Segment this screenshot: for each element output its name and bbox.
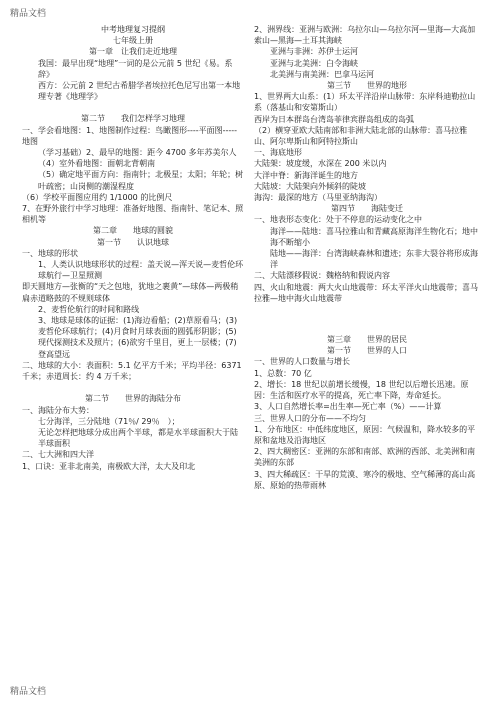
doc-title: 中考地理复习提纲 xyxy=(101,25,165,34)
text-line: 2、洲界线：亚洲与欧洲：乌拉尔山—乌拉尔河—里海—大高加索山—黑海—土耳其海峡 xyxy=(254,25,476,46)
text-line: 三、世界人口的分布——不均匀 xyxy=(254,413,366,423)
text-line: （2）横穿亚欧大陆南部和非洲大陆北部的山脉带：喜马拉雅山、阿尔卑斯山和阿特拉斯山 xyxy=(254,125,468,147)
text-line: 2、增长：18 世纪以前增长缓慢，18 世纪以后增长迅速。原因：生活和医疗水平的提高，死亡率下降，寿命延长。 xyxy=(254,379,469,401)
text-line: 无论怎样把地球分成出两个半球，都是水半球面积大于陆半球面积 xyxy=(38,427,238,449)
text-line: （5）确定地平面方向：指南针；北极星；太阳；年轮；树叶疏密；山岗侧的潮湿程度 xyxy=(38,170,244,191)
section-title: 第二节 世界的海陆分布 xyxy=(85,394,181,404)
section-title: 第三节 世界的地形 xyxy=(327,81,407,91)
chapter3-title: 第三章 世界的居民 xyxy=(327,335,407,345)
section-title: 第二节 我们怎样学习地理 xyxy=(81,114,185,124)
text-line: 3、地球是球体的证据：(1)海边看船；(2)草原看马；(3)麦哲伦环球航行；(4)月食时月球表面的圆弧形阴影；(5)现代探测技术及照片；(6)欲穷千里目，更上一层楼；(7)登高望远 xyxy=(38,316,238,359)
text-line: 海洋——陆地：喜马拉雅山和青藏高原海洋生物化石；地中海不断缩小 xyxy=(270,226,478,247)
text-line: 四、火山和地震：两大火山地震带：环太平洋火山地震带；喜马拉雅—地中海火山地震带 xyxy=(254,282,478,303)
text-line: 1、口诀：亚非北南美，南极欧大洋，太大及印北 xyxy=(22,461,196,471)
text-line: 2、四大稠密区：亚洲的东部和南部、欧洲的西部、北美洲和南美洲的东部 xyxy=(254,447,476,468)
chapter2-title: 第二章 地球的圆貌 xyxy=(93,226,173,236)
chapter1-title: 第一章 让我们走近地理 xyxy=(89,47,177,57)
text-line: 3、四大稀疏区：干旱的荒漠、寒冷的极地、空气稀薄的高山高原、原始的热带雨林 xyxy=(254,469,476,490)
section-title: 第一节 世界的人口 xyxy=(327,346,407,356)
text-line: 西方：公元前 2 世纪古希腊学者埃拉托色尼写出第一本地理专著《地理学》 xyxy=(38,81,241,102)
text-line: 2、麦哲伦航行的时间和路线 xyxy=(38,304,140,314)
text-line: 二、七大洲和四大洋 xyxy=(22,450,94,460)
text-line: 一、海底地形 xyxy=(254,148,302,158)
text-line: 1、人类认识地球形状的过程：盖天说—浑天说—麦哲伦环球航行—卫星照测 xyxy=(38,260,244,281)
text-line: 7、在野外旅行中学习地理：准备好地图、指南针、笔记本、照相机等 xyxy=(22,204,244,225)
text-line: 二、大陆漂移假说：魏格纳和假说内容 xyxy=(254,271,390,281)
text-line: 3、人口自然增长率=出生率—死亡率（%）——计算 xyxy=(254,402,442,412)
text-line: 1、总数：70 亿 xyxy=(254,368,312,378)
page-header: 精品文档 xyxy=(10,9,47,19)
text-line: （4）室外看地图：面朝北背朝南 xyxy=(38,159,156,169)
text-line: 一、地表形态变化：处于不停息的运动变化之中 xyxy=(254,215,422,225)
text-line: 一、世界的人口数量与增长 xyxy=(254,357,350,367)
text-line: 西岸为日本群岛台湾岛菲律宾群岛组成的岛弧 xyxy=(254,114,414,124)
text-line: 大洋中脊：新海洋诞生的地方 xyxy=(254,170,358,180)
text-line: 一、学会看地图：1、地图制作过程：鸟瞰图形----平面图-----地图 xyxy=(22,125,238,146)
page-footer: 精品文档 xyxy=(10,687,47,697)
doc-subtitle: 七年级上册 xyxy=(113,36,153,46)
left-column xyxy=(22,24,244,472)
text-line: （学习基础）2、最早的地图：距今 4700 多年苏美尔人 xyxy=(38,148,237,158)
text-line: 七分海洋，三分陆地（71％/ 29％ ）； xyxy=(38,416,180,426)
text-line: 海沟：最深的地方（马里亚纳海沟） xyxy=(254,193,382,203)
text-line: 即天圆地方—张衡的“天之包地，犹地之裹黄”—球体—两极稍扁赤道略鼓的不规则球体 xyxy=(22,282,239,303)
section-title: 第四节 海陆变迁 xyxy=(331,204,403,214)
text-line: 1、世界两大山系：(1）环太平洋沿岸山脉带：东岸科迪勒拉山系（落基山和安第斯山） xyxy=(254,92,476,113)
section-title: 第一节 认识地球 xyxy=(97,237,169,247)
text-line: 一、地球的形状 xyxy=(22,248,78,258)
text-line: 亚洲与非洲：苏伊士运河 xyxy=(270,47,358,57)
text-line: 一、海陆分布大势： xyxy=(22,405,94,415)
right-column xyxy=(254,24,480,491)
text-line: 亚洲与北美洲：白令海峡 xyxy=(270,58,358,68)
text-line: 二、地球的大小：表面积：5.1 亿平方千米；平均半径：6371 千米；赤道周长：约 4 万千米； xyxy=(22,360,242,382)
text-line: 大陆架：坡度缓，水深在 200 米以内 xyxy=(254,159,387,169)
text-line: 1、分布地区：中低纬度地区，原因：气候温和，降水较多的平原和盆地及沿海地区 xyxy=(254,424,476,445)
text-line: 我国：最早出现“地理”一词的是公元前 5 世纪《易。系辞》 xyxy=(38,58,233,79)
text-line: （6）学校平面图应用约 1/1000 的比例尺 xyxy=(22,192,173,202)
text-line: 陆地——海洋：台湾海峡森林和遗迹；东非大裂谷将形成海洋 xyxy=(270,249,478,270)
text-line: 北美洲与南美洲：巴拿马运河 xyxy=(270,69,374,79)
text-line: 大陆坡：大陆架向外倾斜的陡坡 xyxy=(254,181,366,191)
